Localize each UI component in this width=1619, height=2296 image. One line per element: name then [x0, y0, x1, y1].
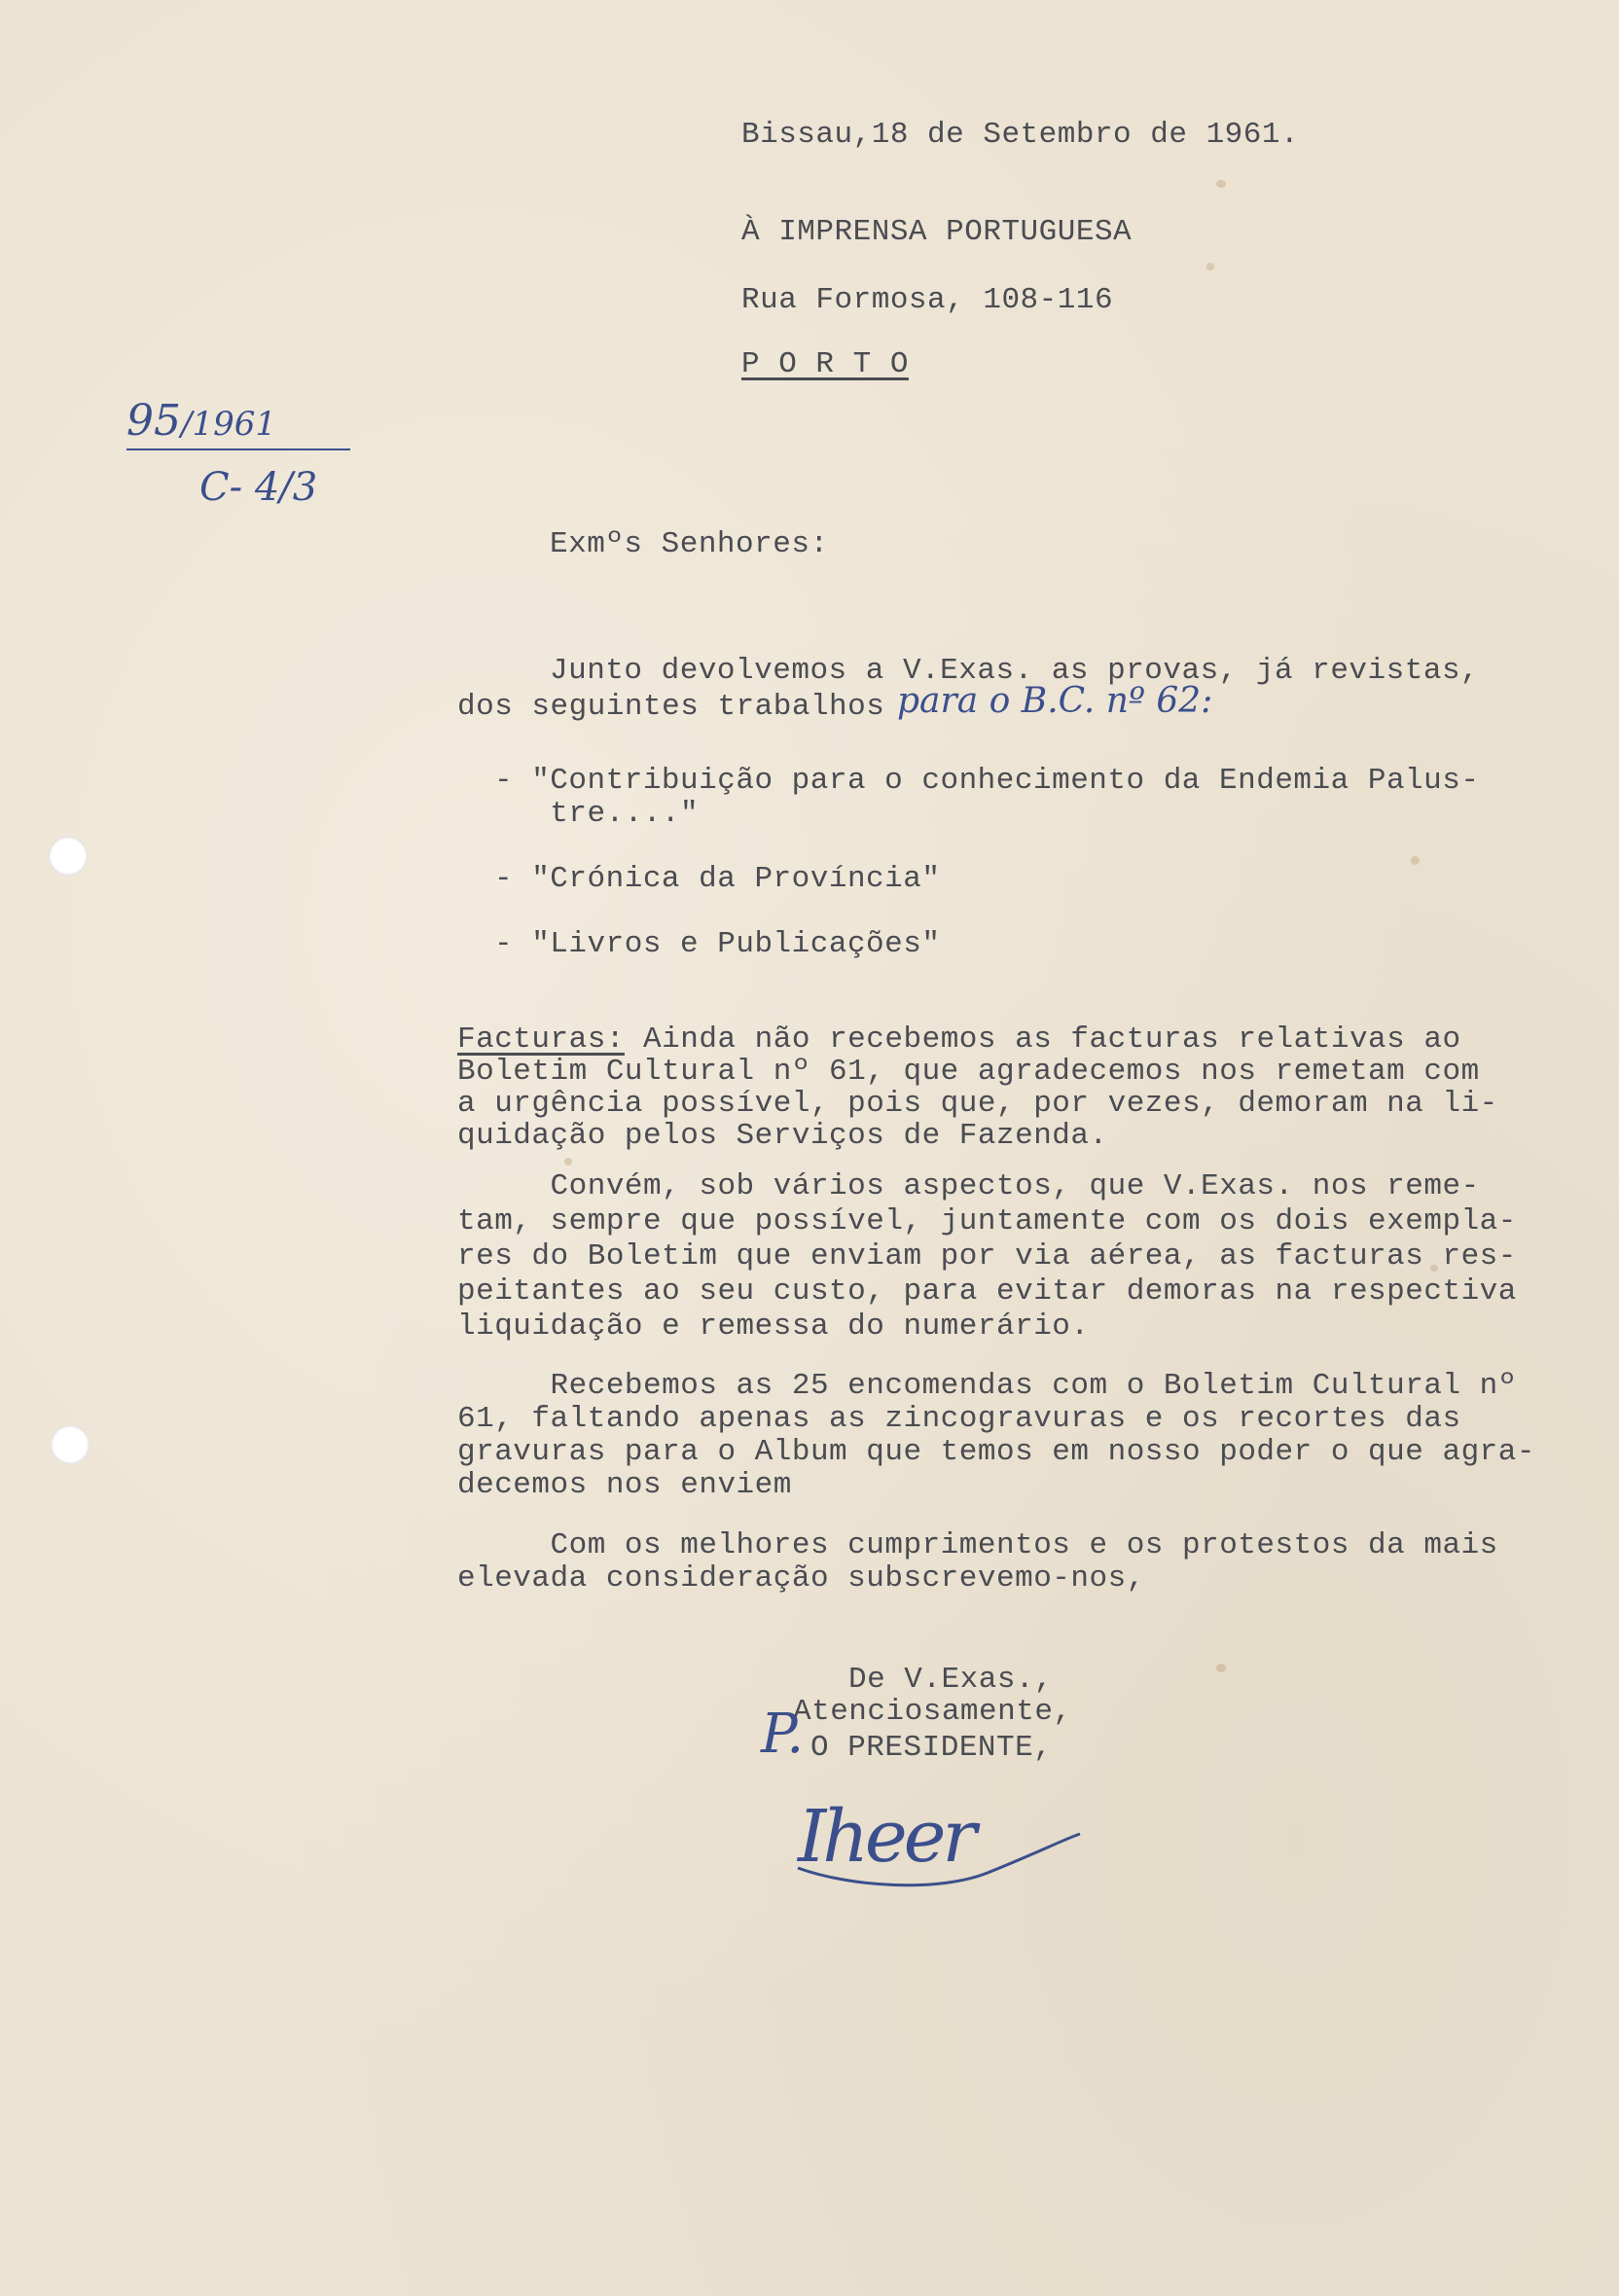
- recipient-name: À IMPRENSA PORTUGUESA: [741, 215, 1133, 249]
- facturas-line: a urgência possível, pois que, por vezes, demoram na li-: [457, 1087, 1498, 1121]
- list-item: - "Contribuição para o conhecimento da Endemia Palus-: [494, 764, 1480, 798]
- signoff-line-1: De V.Exas.,: [848, 1663, 1054, 1697]
- paper-speck: [1216, 180, 1226, 188]
- signoff-line-2: Atenciosamente,: [793, 1695, 1072, 1729]
- list-item: tre....": [494, 797, 700, 831]
- punch-hole-bottom: [51, 1425, 90, 1464]
- signature: Iheer: [798, 1795, 973, 1879]
- reference-number: [126, 397, 350, 450]
- letter-date: Bissau,18 de Setembro de 1961.: [741, 118, 1300, 152]
- intro-handwritten-note: para o B.C. nº 62:: [897, 681, 1213, 721]
- recebemos-line: decemos nos enviem: [457, 1468, 792, 1502]
- closing-line: Com os melhores cumprimentos e os protestos da mais: [457, 1528, 1498, 1562]
- signature-flourish: [793, 1829, 1085, 1907]
- convem-line: peitantes ao seu custo, para evitar demoras na respectiva: [457, 1274, 1517, 1309]
- facturas-line: Boletim Cultural nº 61, que agradecemos nos remetam com: [457, 1055, 1480, 1089]
- convem-line: Convém, sob vários aspectos, que V.Exas. nos reme-: [457, 1169, 1480, 1203]
- facturas-label: Facturas:: [457, 1022, 625, 1057]
- closing-line: elevada consideração subscrevemo-nos,: [457, 1561, 1145, 1596]
- facturas-text: Ainda não recebemos as facturas relativas ao: [624, 1022, 1461, 1057]
- convem-line: liquidação e remessa do numerário.: [457, 1309, 1090, 1344]
- list-item: - "Livros e Publicações": [494, 927, 941, 961]
- paper-speck: [564, 1158, 572, 1166]
- reference-number-value: 95: [126, 396, 181, 446]
- recebemos-line: Recebemos as 25 encomendas com o Boletim Cultural nº: [457, 1369, 1517, 1403]
- recipient-street: Rua Formosa, 108-116: [741, 283, 1114, 317]
- paper-speck: [1216, 1664, 1226, 1672]
- convem-line: res do Boletim que enviam por via aérea, as facturas res-: [457, 1239, 1517, 1274]
- paper-speck: [1411, 856, 1420, 865]
- convem-line: tam, sempre que possível, juntamente com os dois exempla-: [457, 1204, 1517, 1238]
- intro-line-2: dos seguintes trabalhos: [457, 690, 885, 724]
- facturas-line-1: [457, 1023, 1461, 1056]
- recebemos-line: 61, faltando apenas as zincogravuras e os recortes das: [457, 1402, 1461, 1436]
- reference-code: C- 4/3: [199, 465, 318, 510]
- intro-line-1: Junto devolvemos a V.Exas. as provas, já revistas,: [550, 654, 1480, 688]
- salutation: Exmºs Senhores:: [550, 527, 829, 561]
- facturas-line: quidação pelos Serviços de Fazenda.: [457, 1119, 1108, 1153]
- reference-year: /1961: [181, 405, 276, 444]
- signoff-line-3: O PRESIDENTE,: [810, 1731, 1053, 1765]
- paper-speck: [1206, 263, 1214, 270]
- signoff-pp-mark: P.: [761, 1703, 805, 1766]
- recebemos-line: gravuras para o Album que temos em nosso poder o que agra-: [457, 1435, 1535, 1469]
- list-item: - "Crónica da Província": [494, 862, 941, 896]
- recipient-city: P O R T O: [741, 347, 909, 381]
- punch-hole-top: [49, 837, 88, 876]
